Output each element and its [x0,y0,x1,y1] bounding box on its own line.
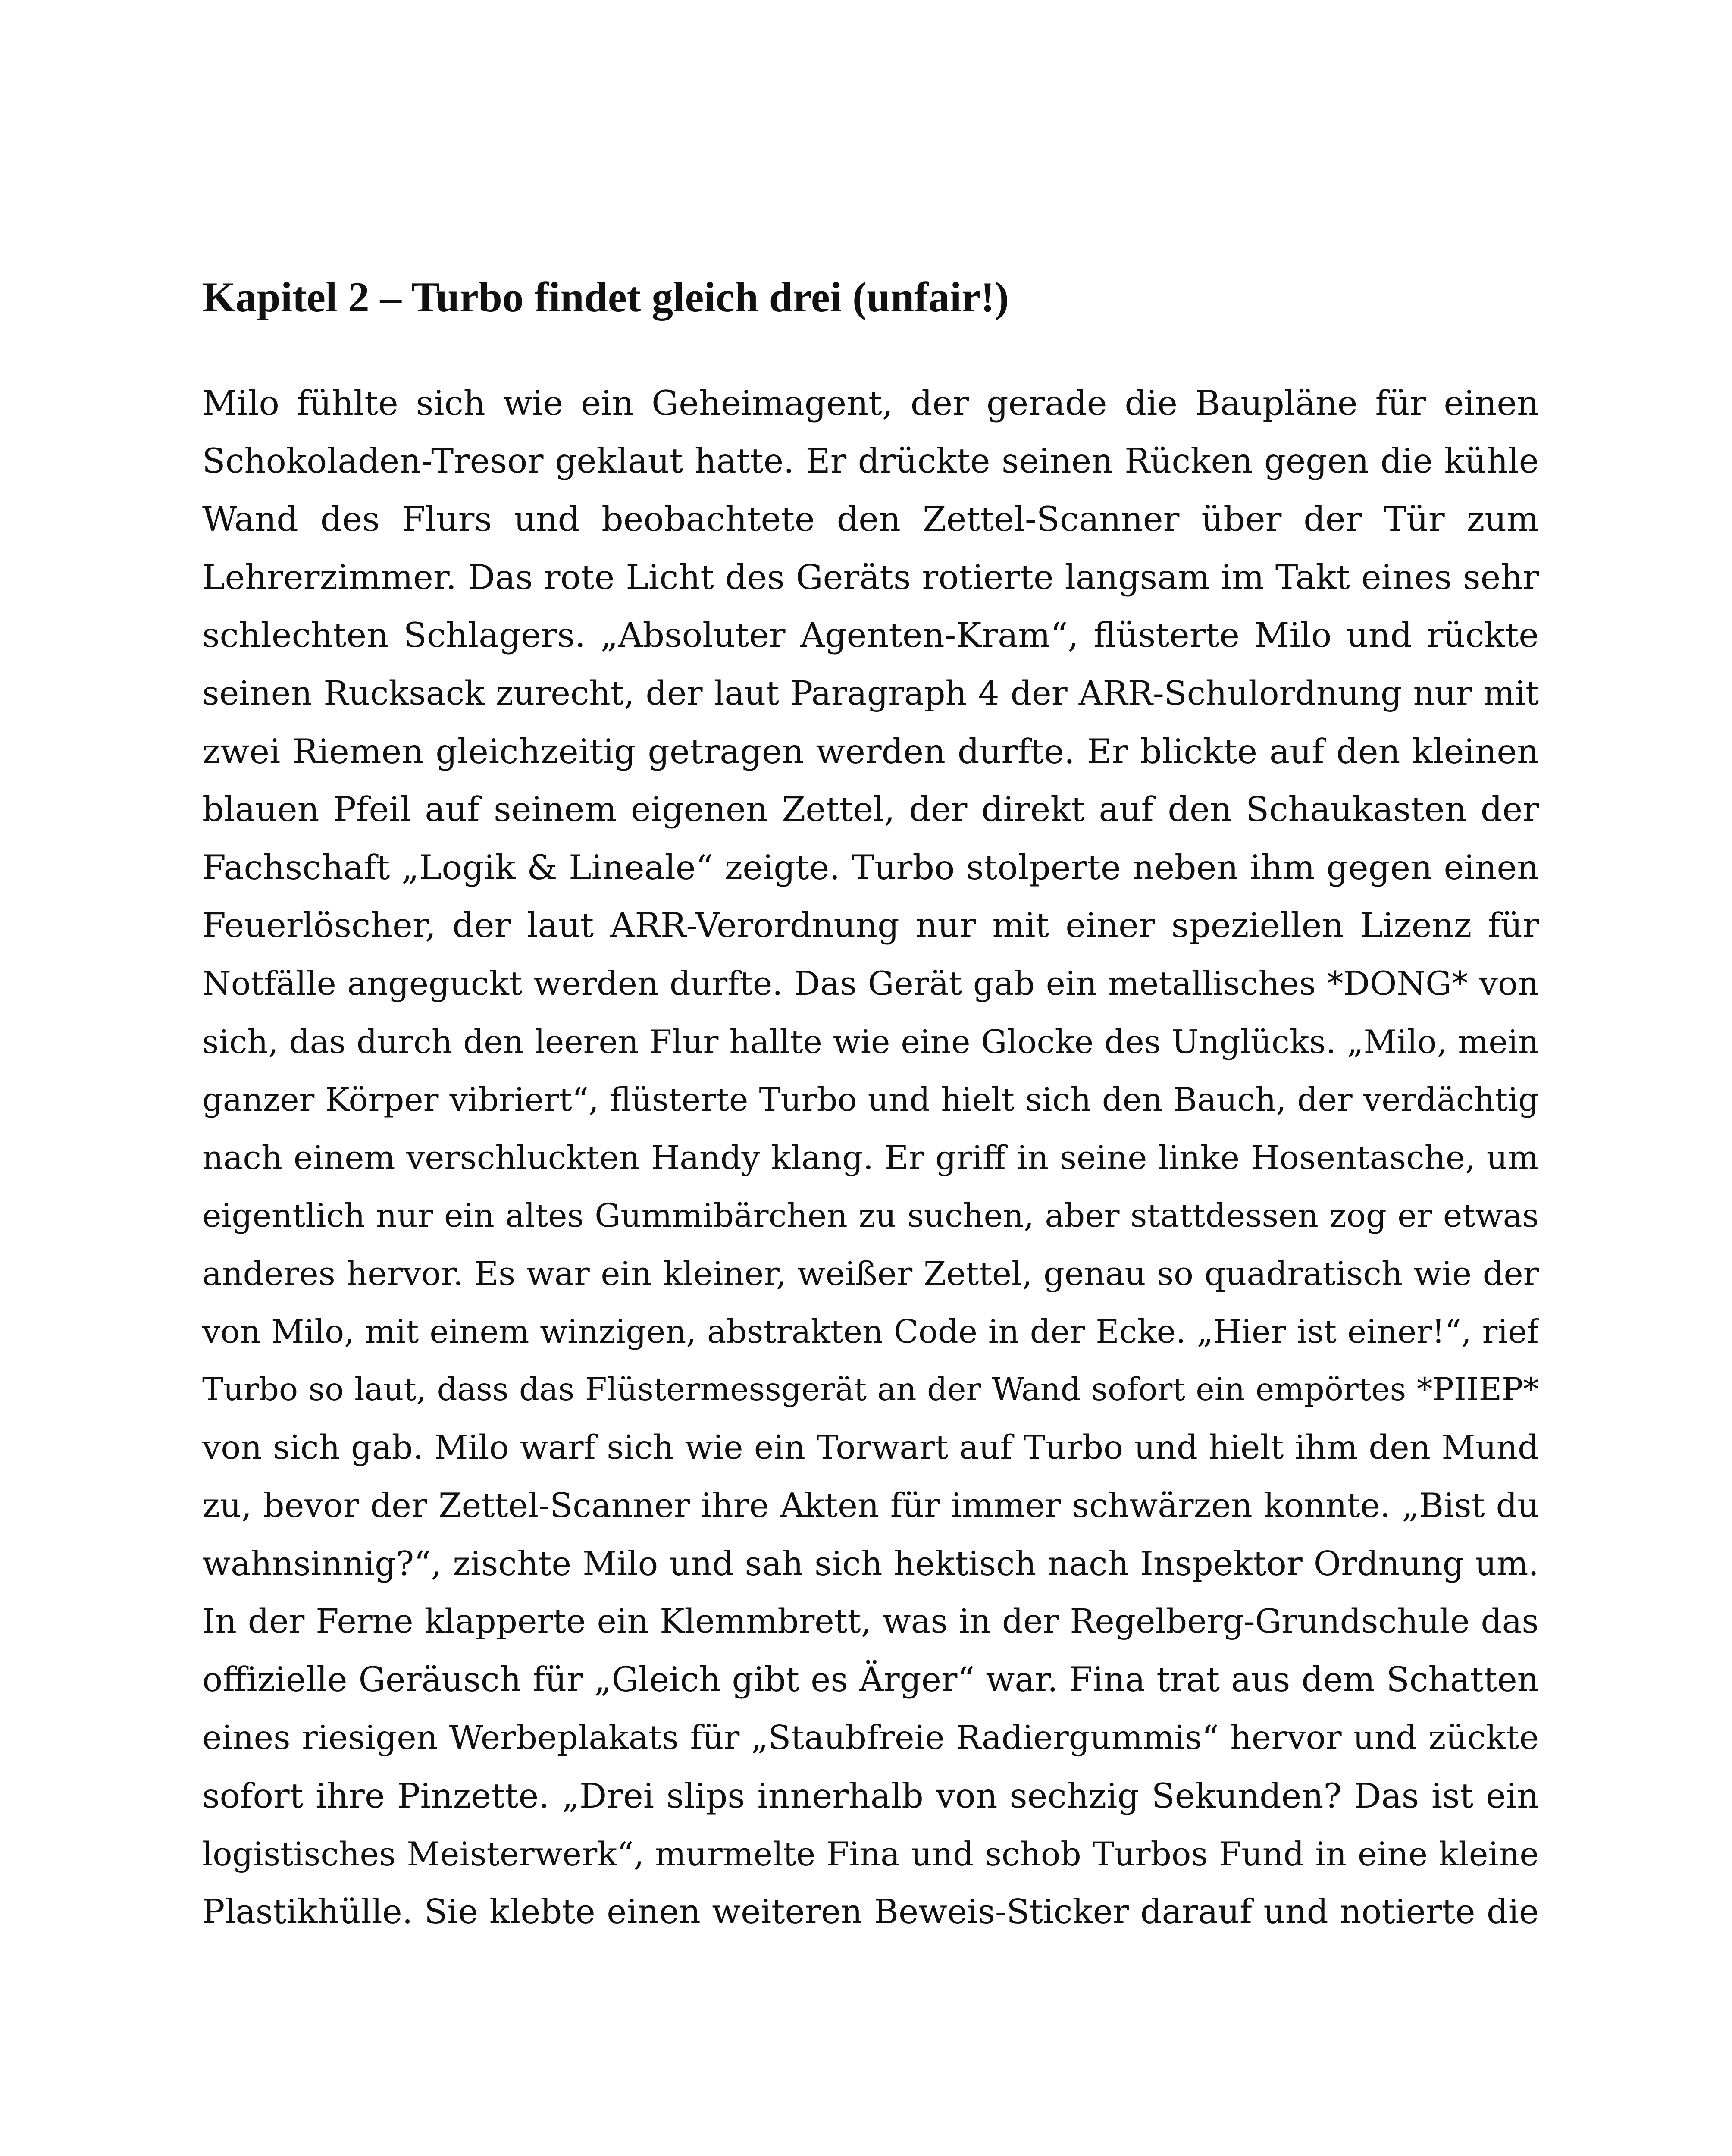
body-line: Turbo so laut, dass das Flüstermessgerät an der Wand sofort ein empörtes *PIIEP* [202,1371,1539,1408]
body-line: Schokoladen-Tresor geklaut hatte. Er drückte seinen Rücken gegen die kühle [202,441,1539,481]
body-line: sofort ihre Pinzette. „Drei slips innerhalb von sechzig Sekunden? Das ist ein [202,1776,1539,1816]
body-line: von sich gab. Milo warf sich wie ein Torwart auf Turbo und hielt ihm den Mund [202,1428,1539,1467]
chapter-body [202,374,1539,1941]
body-line: zwei Riemen gleichzeitig getragen werden durfte. Er blickte auf den kleinen [202,731,1539,771]
page-content [202,272,1539,1941]
body-line: zu, bevor der Zettel-Scanner ihre Akten für immer schwärzen konnte. „Bist du [202,1486,1539,1526]
body-line: schlechten Schlagers. „Absoluter Agenten-Kram“, flüsterte Milo und rückte [202,615,1539,655]
body-line: anderes hervor. Es war ein kleiner, weißer Zettel, genau so quadratisch wie der [202,1254,1539,1293]
body-line: seinen Rucksack zurecht, der laut Paragraph 4 der ARR-Schulordnung nur mit [202,674,1539,713]
body-line: logistisches Meisterwerk“, murmelte Fina und schob Turbos Fund in eine kleine [202,1835,1539,1873]
body-line: eigentlich nur ein altes Gummibärchen zu suchen, aber stattdessen zog er etwas [202,1197,1539,1235]
body-line: In der Ferne klapperte ein Klemmbrett, was in der Regelberg-Grundschule das [202,1602,1539,1641]
body-line: Milo fühlte sich wie ein Geheimagent, der gerade die Baupläne für einen [202,383,1539,423]
body-line: offizielle Geräusch für „Gleich gibt es Ärger“ war. Fina trat aus dem Schatten [202,1660,1539,1700]
body-line: Notfälle angeguckt werden durfte. Das Gerät gab ein metallisches *DONG* von [202,964,1539,1003]
body-line: Lehrerzimmer. Das rote Licht des Geräts rotierte langsam im Takt eines sehr [202,557,1539,597]
chapter-title: Kapitel 2 – Turbo findet gleich drei (unfair!) [202,274,1009,321]
body-line: wahnsinnig?“, zischte Milo und sah sich hektisch nach Inspektor Ordnung um. [202,1544,1539,1583]
body-line: nach einem verschluckten Handy klang. Er griff in seine linke Hosentasche, um [202,1138,1539,1177]
body-line: Fachschaft „Logik & Lineale“ zeigte. Turbo stolperte neben ihm gegen einen [202,847,1539,887]
body-line: von Milo, mit einem winzigen, abstrakten Code in der Ecke. „Hier ist einer!“, rief [202,1313,1539,1351]
body-line: Wand des Flurs und beobachtete den Zettel-Scanner über der Tür zum [202,499,1539,539]
body-line: Plastikhülle. Sie klebte einen weiteren Beweis-Sticker darauf und notierte die [202,1893,1539,1932]
body-line: sich, das durch den leeren Flur hallte wie eine Glocke des Unglücks. „Milo, mein [202,1022,1539,1061]
body-line: blauen Pfeil auf seinem eigenen Zettel, der direkt auf den Schaukasten der [202,790,1539,830]
body-line: Feuerlöscher, der laut ARR-Verordnung nur mit einer speziellen Lizenz für [202,906,1539,946]
body-line: ganzer Körper vibriert“, flüsterte Turbo und hielt sich den Bauch, der verdächtig [202,1081,1539,1119]
body-line: eines riesigen Werbeplakats für „Staubfreie Radiergummis“ hervor und zückte [202,1718,1539,1757]
